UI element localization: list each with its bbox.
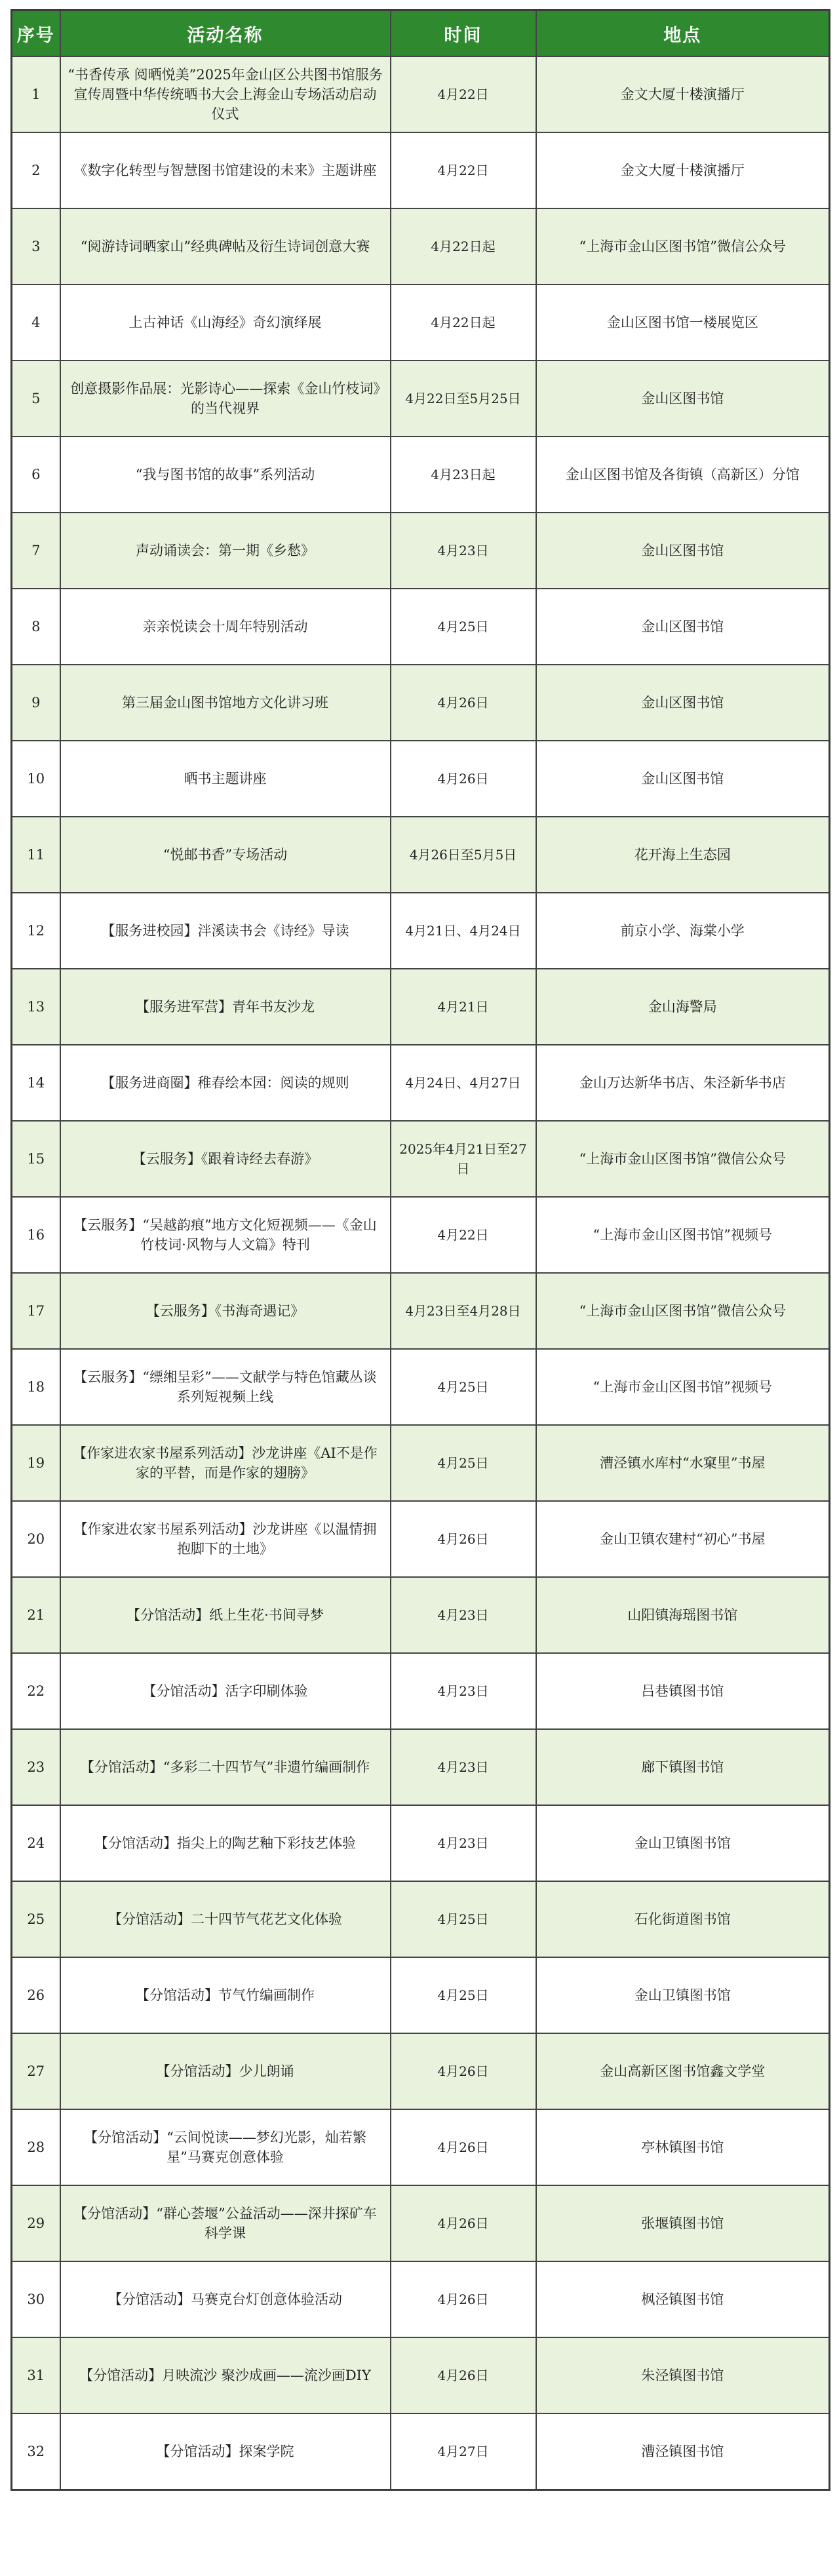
table-row [12, 1957, 830, 2033]
cell-no: 15 [12, 1121, 60, 1197]
cell-place: 金山卫镇农建村“初心”书屋 [536, 1501, 830, 1577]
cell-place: 朱泾镇图书馆 [536, 2337, 830, 2413]
cell-no: 3 [12, 208, 60, 284]
table-row [12, 1121, 830, 1197]
cell-activity-name: “悦邮书香”专场活动 [60, 817, 391, 893]
table-row [12, 56, 830, 132]
cell-place: 石化街道图书馆 [536, 1881, 830, 1957]
table-row [12, 1501, 830, 1577]
cell-no: 24 [12, 1805, 60, 1881]
cell-no: 12 [12, 893, 60, 969]
cell-place: 前京小学、海棠小学 [536, 893, 830, 969]
cell-time: 2025年4月21日至27日 [391, 1121, 536, 1197]
cell-no: 2 [12, 132, 60, 208]
cell-time: 4月25日 [391, 1957, 536, 2033]
cell-activity-name: 【分馆活动】月映流沙 聚沙成画——流沙画DIY [60, 2337, 391, 2413]
table-row [12, 1349, 830, 1425]
cell-place: 金山高新区图书馆鑫文学堂 [536, 2033, 830, 2109]
table-row [12, 2033, 830, 2109]
table-row [12, 741, 830, 817]
cell-activity-name: 亲亲悦读会十周年特别活动 [60, 589, 391, 665]
cell-no: 7 [12, 513, 60, 589]
cell-time: 4月25日 [391, 589, 536, 665]
table-row [12, 208, 830, 284]
cell-place: 金文大厦十楼演播厅 [536, 132, 830, 208]
cell-activity-name: 创意摄影作品展：光影诗心——探索《金山竹枝词》的当代视界 [60, 361, 391, 437]
cell-time: 4月25日 [391, 1349, 536, 1425]
cell-activity-name: 上古神话《山海经》奇幻演绎展 [60, 284, 391, 361]
header-name: 活动名称 [60, 10, 391, 57]
header-row [12, 10, 830, 57]
cell-no: 6 [12, 437, 60, 513]
cell-no: 22 [12, 1653, 60, 1729]
cell-no: 4 [12, 284, 60, 361]
cell-time: 4月26日 [391, 2033, 536, 2109]
cell-time: 4月23日 [391, 1577, 536, 1653]
cell-place: “上海市金山区图书馆”微信公众号 [536, 1121, 830, 1197]
cell-no: 32 [12, 2413, 60, 2489]
cell-place: 张堰镇图书馆 [536, 2185, 830, 2261]
cell-place: “上海市金山区图书馆”微信公众号 [536, 1273, 830, 1349]
cell-place: 漕泾镇水库村“水窠里”书屋 [536, 1425, 830, 1501]
cell-activity-name: 【分馆活动】探案学院 [60, 2413, 391, 2489]
table-row [12, 2413, 830, 2489]
cell-no: 10 [12, 741, 60, 817]
cell-time: 4月26日 [391, 2337, 536, 2413]
cell-no: 5 [12, 361, 60, 437]
cell-activity-name: “阅游诗词晒家山”经典碑帖及衍生诗词创意大赛 [60, 208, 391, 284]
cell-place: 吕巷镇图书馆 [536, 1653, 830, 1729]
cell-activity-name: 【分馆活动】指尖上的陶艺釉下彩技艺体验 [60, 1805, 391, 1881]
cell-time: 4月26日 [391, 2261, 536, 2337]
cell-place: 金山卫镇图书馆 [536, 1805, 830, 1881]
table-row [12, 1197, 830, 1273]
cell-activity-name: 【服务进商圈】稚春绘本园：阅读的规则 [60, 1045, 391, 1121]
cell-time: 4月22日起 [391, 284, 536, 361]
cell-activity-name: 【分馆活动】“多彩二十四节气”非遗竹编画制作 [60, 1729, 391, 1805]
table-row [12, 1805, 830, 1881]
table-row [12, 1653, 830, 1729]
cell-place: 山阳镇海瑶图书馆 [536, 1577, 830, 1653]
cell-time: 4月22日 [391, 132, 536, 208]
cell-no: 30 [12, 2261, 60, 2337]
cell-time: 4月24日、4月27日 [391, 1045, 536, 1121]
cell-place: 金山海警局 [536, 969, 830, 1045]
cell-time: 4月26日 [391, 665, 536, 741]
cell-time: 4月23日 [391, 513, 536, 589]
table-header [12, 10, 830, 57]
cell-no: 23 [12, 1729, 60, 1805]
cell-time: 4月27日 [391, 2413, 536, 2489]
cell-no: 19 [12, 1425, 60, 1501]
cell-time: 4月23日至4月28日 [391, 1273, 536, 1349]
cell-place: 金山区图书馆 [536, 665, 830, 741]
cell-activity-name: 【分馆活动】少儿朗诵 [60, 2033, 391, 2109]
cell-activity-name: “我与图书馆的故事”系列活动 [60, 437, 391, 513]
cell-time: 4月26日至5月5日 [391, 817, 536, 893]
cell-place: 漕泾镇图书馆 [536, 2413, 830, 2489]
cell-no: 27 [12, 2033, 60, 2109]
cell-no: 11 [12, 817, 60, 893]
table-row [12, 817, 830, 893]
table-row [12, 2109, 830, 2185]
cell-activity-name: 【云服务】“缥缃呈彩”——文献学与特色馆藏丛谈系列短视频上线 [60, 1349, 391, 1425]
cell-no: 28 [12, 2109, 60, 2185]
cell-activity-name: 【分馆活动】“群心荟堰”公益活动——深井探矿车科学课 [60, 2185, 391, 2261]
table-row [12, 361, 830, 437]
cell-time: 4月26日 [391, 1501, 536, 1577]
cell-time: 4月21日 [391, 969, 536, 1045]
cell-activity-name: 【分馆活动】“云间悦读——梦幻光影，灿若繁星”马赛克创意体验 [60, 2109, 391, 2185]
cell-activity-name: 声动诵读会：第一期《乡愁》 [60, 513, 391, 589]
table-row [12, 969, 830, 1045]
cell-time: 4月23日 [391, 1653, 536, 1729]
cell-place: 金文大厦十楼演播厅 [536, 56, 830, 132]
cell-activity-name: 【分馆活动】马赛克台灯创意体验活动 [60, 2261, 391, 2337]
cell-place: 金山区图书馆 [536, 741, 830, 817]
table-row [12, 665, 830, 741]
cell-place: 亭林镇图书馆 [536, 2109, 830, 2185]
cell-place: “上海市金山区图书馆”微信公众号 [536, 208, 830, 284]
cell-no: 14 [12, 1045, 60, 1121]
table-row [12, 1881, 830, 1957]
cell-activity-name: 【分馆活动】二十四节气花艺文化体验 [60, 1881, 391, 1957]
cell-place: 金山区图书馆 [536, 361, 830, 437]
cell-no: 8 [12, 589, 60, 665]
cell-place: 花开海上生态园 [536, 817, 830, 893]
cell-activity-name: 第三届金山图书馆地方文化讲习班 [60, 665, 391, 741]
cell-place: 金山区图书馆 [536, 589, 830, 665]
table-row [12, 1273, 830, 1349]
cell-no: 21 [12, 1577, 60, 1653]
cell-activity-name: 【分馆活动】活字印刷体验 [60, 1653, 391, 1729]
cell-activity-name: 【作家进农家书屋系列活动】沙龙讲座《以温情拥抱脚下的土地》 [60, 1501, 391, 1577]
table-row [12, 437, 830, 513]
cell-place: 金山卫镇图书馆 [536, 1957, 830, 2033]
table-row [12, 132, 830, 208]
cell-place: 金山区图书馆一楼展览区 [536, 284, 830, 361]
cell-no: 16 [12, 1197, 60, 1273]
cell-place: 金山万达新华书店、朱泾新华书店 [536, 1045, 830, 1121]
cell-place: 枫泾镇图书馆 [536, 2261, 830, 2337]
cell-time: 4月22日 [391, 1197, 536, 1273]
cell-time: 4月26日 [391, 2109, 536, 2185]
cell-time: 4月25日 [391, 1881, 536, 1957]
cell-activity-name: 【云服务】《书海奇遇记》 [60, 1273, 391, 1349]
cell-no: 25 [12, 1881, 60, 1957]
cell-time: 4月22日起 [391, 208, 536, 284]
cell-activity-name: 【云服务】“吴越韵痕”地方文化短视频——《金山竹枝词·风物与人文篇》特刊 [60, 1197, 391, 1273]
cell-activity-name: 《数字化转型与智慧图书馆建设的未来》主题讲座 [60, 132, 391, 208]
cell-time: 4月22日 [391, 56, 536, 132]
table-row [12, 893, 830, 969]
header-place: 地点 [536, 10, 830, 57]
table-row [12, 513, 830, 589]
cell-activity-name: “书香传承 阅晒悦美”2025年金山区公共图书馆服务宣传周暨中华传统晒书大会上海金山专场活动启动仪式 [60, 56, 391, 132]
header-no: 序号 [12, 10, 60, 57]
cell-no: 29 [12, 2185, 60, 2261]
cell-no: 17 [12, 1273, 60, 1349]
cell-activity-name: 【云服务】《跟着诗经去春游》 [60, 1121, 391, 1197]
cell-place: “上海市金山区图书馆”视频号 [536, 1197, 830, 1273]
cell-time: 4月25日 [391, 1425, 536, 1501]
table-row [12, 2185, 830, 2261]
cell-activity-name: 【作家进农家书屋系列活动】沙龙讲座《AI不是作家的平替，而是作家的翅膀》 [60, 1425, 391, 1501]
cell-activity-name: 【分馆活动】节气竹编画制作 [60, 1957, 391, 2033]
cell-time: 4月23日 [391, 1729, 536, 1805]
cell-activity-name: 【服务进军营】青年书友沙龙 [60, 969, 391, 1045]
activity-table [10, 9, 830, 2491]
cell-place: 廊下镇图书馆 [536, 1729, 830, 1805]
table-row [12, 589, 830, 665]
cell-time: 4月26日 [391, 2185, 536, 2261]
cell-time: 4月22日至5月25日 [391, 361, 536, 437]
cell-no: 26 [12, 1957, 60, 2033]
cell-activity-name: 晒书主题讲座 [60, 741, 391, 817]
table-row [12, 1425, 830, 1501]
cell-place: 金山区图书馆 [536, 513, 830, 589]
table-row [12, 2261, 830, 2337]
cell-place: “上海市金山区图书馆”视频号 [536, 1349, 830, 1425]
table-row [12, 1045, 830, 1121]
table-row [12, 1577, 830, 1653]
cell-time: 4月23日起 [391, 437, 536, 513]
cell-no: 9 [12, 665, 60, 741]
table-body [12, 56, 830, 2489]
cell-time: 4月23日 [391, 1805, 536, 1881]
cell-no: 13 [12, 969, 60, 1045]
cell-activity-name: 【分馆活动】纸上生花·书间寻梦 [60, 1577, 391, 1653]
table-row [12, 2337, 830, 2413]
table-row [12, 1729, 830, 1805]
table-row [12, 284, 830, 361]
cell-no: 20 [12, 1501, 60, 1577]
cell-time: 4月21日、4月24日 [391, 893, 536, 969]
cell-no: 31 [12, 2337, 60, 2413]
cell-time: 4月26日 [391, 741, 536, 817]
cell-activity-name: 【服务进校园】泮溪读书会《诗经》导读 [60, 893, 391, 969]
cell-no: 18 [12, 1349, 60, 1425]
cell-place: 金山区图书馆及各街镇（高新区）分馆 [536, 437, 830, 513]
cell-no: 1 [12, 56, 60, 132]
header-time: 时间 [391, 10, 536, 57]
